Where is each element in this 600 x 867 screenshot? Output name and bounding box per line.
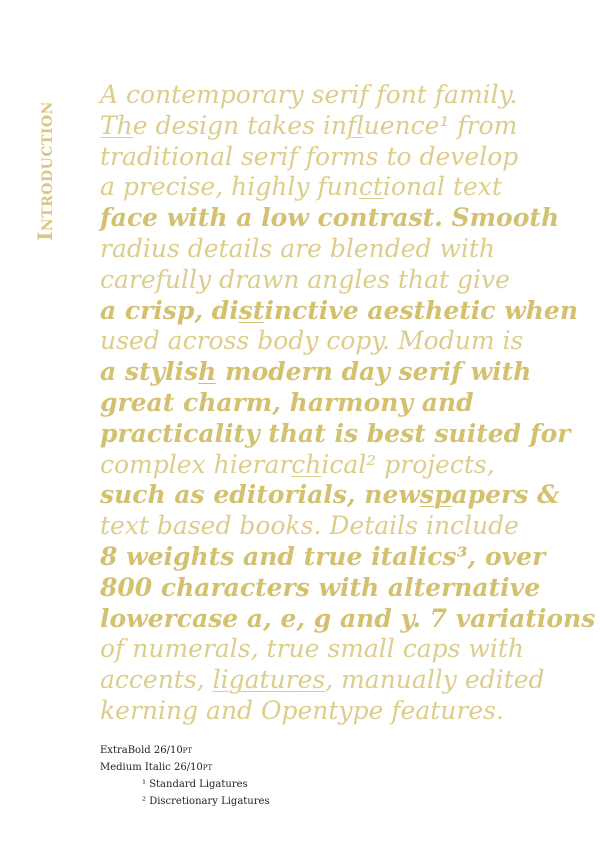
specimen-text: complex hierar: [100, 449, 292, 479]
specimen-line: [100, 265, 590, 296]
specimen-text: uence¹ from: [363, 110, 518, 140]
specimen-line: [100, 696, 590, 727]
ligature-example: fl: [346, 110, 364, 140]
ligature-example: ct: [358, 172, 383, 202]
specimen-text: radius details are blended with: [100, 233, 496, 263]
note-extrabold-label: ExtraBold 26/: [100, 745, 170, 756]
specimen-text: ional text: [382, 172, 502, 202]
note-extrabold: [100, 742, 270, 759]
specimen-text: lowercase a, e, g and y. 7 variations: [100, 603, 596, 633]
specimen-text: a crisp, di: [100, 295, 239, 325]
specimen-line: [100, 172, 590, 203]
ligature-example: st: [238, 295, 265, 325]
specimen-text: e design takes in: [132, 110, 347, 140]
specimen-line: [100, 296, 590, 327]
ligature-example: Th: [100, 110, 133, 140]
specimen-paragraph: [100, 80, 596, 727]
ligature-example: h: [198, 357, 217, 387]
specimen-text: such as editorials, new: [100, 480, 420, 510]
specimen-text: carefully drawn angles that give: [100, 264, 510, 294]
specimen-text: 8 weights and true italics³, over: [100, 541, 546, 571]
footnote-discretionary-ligatures: ² Discretionary Ligatures: [142, 796, 270, 807]
specimen-line: [100, 450, 590, 481]
specimen-line: [100, 511, 590, 542]
specimen-text: great charm, harmony and: [100, 387, 474, 417]
specimen-line: [100, 542, 590, 573]
specimen-text: of numerals, true small caps with: [100, 634, 524, 664]
specimen-line: [100, 80, 590, 111]
specimen-line: [100, 357, 590, 388]
note-extrabold-size: 10pt: [169, 745, 193, 756]
specimen-line: [100, 603, 596, 635]
specimen-line: [100, 634, 590, 665]
specimen-line: [100, 388, 590, 419]
specimen-line: [100, 142, 590, 173]
specimen-line: [100, 480, 590, 511]
side-label: [30, 86, 60, 256]
specimen-line: [100, 573, 590, 604]
specimen-line: [100, 234, 590, 265]
specimen-text: traditional serif forms to develop: [100, 141, 519, 171]
specimen-text: modern day serif with: [216, 357, 532, 387]
specimen-text: ical² projects,: [321, 449, 495, 479]
note-medium-italic: [100, 759, 270, 776]
specimen-text: A contemporary serif font family.: [100, 80, 518, 109]
specimen-line: [100, 665, 590, 696]
specimen-line: [100, 326, 590, 357]
ligature-example: ch: [291, 449, 322, 479]
specimen-text: text based books. Details include: [100, 511, 519, 541]
footnote-standard-ligatures: ¹ Standard Ligatures: [142, 779, 248, 790]
specimen-line: [100, 111, 590, 142]
specimen-text: practicality that is best suited for: [100, 418, 571, 448]
section-title: Introduction: [33, 101, 58, 241]
specimen-line: [100, 419, 590, 450]
specimen-text: face with a low contrast. Smooth: [100, 203, 560, 233]
specimen-text: 800 characters with alternative: [100, 572, 541, 602]
specimen-line: [100, 203, 590, 234]
note-medium-italic-size: 10pt: [190, 762, 213, 773]
specimen-text: , manually edited: [325, 665, 545, 695]
specimen-text: apers &: [451, 480, 560, 510]
specimen-text: used across body copy. Modum is: [100, 326, 524, 356]
ligature-example: ligatures: [212, 665, 326, 695]
specimen-text: a precise, highly fun: [100, 172, 359, 202]
type-notes: [100, 742, 270, 810]
note-medium-italic-label: Medium Italic 26/: [100, 762, 191, 773]
specimen-text: inctive aesthetic when: [264, 295, 578, 325]
specimen-text: a stylis: [100, 357, 199, 387]
ligature-example: sp: [419, 480, 452, 510]
specimen-text: kerning and Opentype features.: [100, 695, 504, 725]
specimen-text: accents,: [100, 665, 213, 695]
